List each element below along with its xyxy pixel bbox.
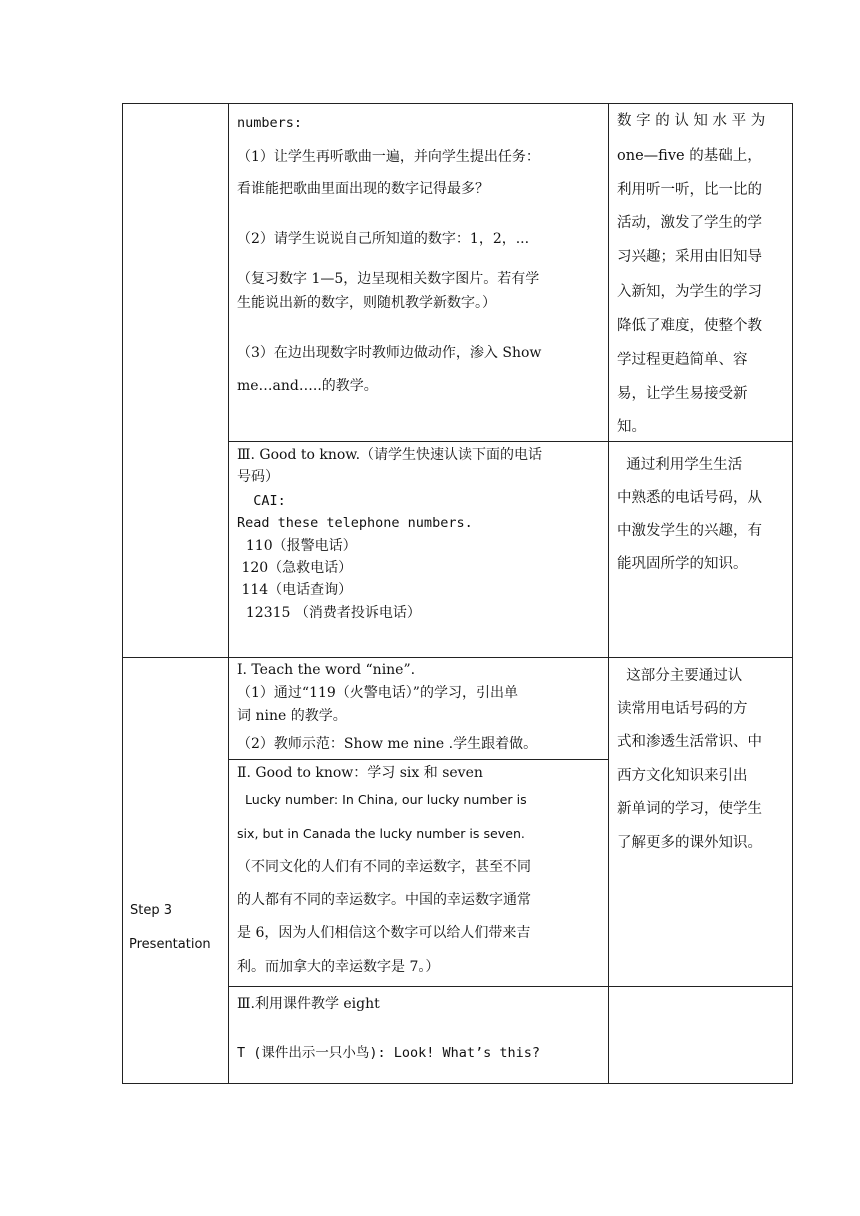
content-line: （不同文化的人们有不同的幸运数字，甚至不同 — [237, 859, 531, 875]
note-line: 中激发学生的兴趣，有 — [617, 523, 762, 539]
note-line: 易，让学生易接受新 — [617, 386, 748, 402]
note-line: 能巩固所学的知识。 — [617, 556, 748, 572]
note-line: 入新知，为学生的学习 — [617, 284, 762, 300]
note-line: one—five 的基础上， — [617, 148, 762, 164]
content-line: six, but in Canada the lucky number is seven. — [237, 826, 525, 841]
row-divider-3 — [228, 759, 608, 760]
content-line: Ⅰ. Teach the word “nine”. — [237, 662, 416, 678]
content-line: Lucky number: In China, our lucky number is — [237, 792, 527, 807]
content-line: CAI: — [237, 493, 286, 509]
content-line: 利。而加拿大的幸运数字是 7。） — [237, 959, 440, 975]
row-divider-4 — [228, 986, 793, 987]
content-line: （1）让学生再听歌曲一遍，并向学生提出任务： — [237, 149, 540, 165]
step-label: Step 3 — [130, 903, 173, 918]
content-line: numbers: — [237, 115, 303, 131]
content-line: 120（急救电话） — [237, 560, 353, 576]
note-line: 习兴趣；采用由旧知导 — [617, 249, 762, 265]
note-line: 利用听一听，比一比的 — [617, 182, 762, 198]
content-line: （2）请学生说说自己所知道的数字：1，2，... — [237, 231, 530, 247]
content-line: （复习数字 1—5，边呈现相关数字图片。若有学 — [237, 271, 540, 287]
content-line: Ⅲ.利用课件教学 eight — [237, 996, 380, 1012]
note-line: 中熟悉的电话号码，从 — [617, 490, 762, 506]
content-line: （3）在边出现数字时教师边做动作，渗入 Show — [237, 345, 542, 361]
content-line: （2）教师示范：Show me nine .学生跟着做。 — [237, 736, 538, 752]
note-line: 这部分主要通过认 — [617, 668, 743, 684]
note-line: 通过利用学生生活 — [617, 457, 743, 473]
content-line: 是 6，因为人们相信这个数字可以给人们带来吉 — [237, 925, 531, 941]
note-line: 式和渗透生活常识、中 — [617, 734, 762, 750]
content-line: （1）通过“119（火警电话）”的学习，引出单 — [237, 685, 518, 701]
content-line: 看谁能把歌曲里面出现的数字记得最多？ — [237, 181, 489, 197]
content-line: T (课件出示一只小鸟): Look! What’s this? — [237, 1045, 541, 1061]
note-line: 数 字 的 认 知 水 平 为 — [617, 113, 766, 129]
note-line: 知。 — [617, 419, 646, 435]
content-line: Read these telephone numbers. — [237, 515, 473, 531]
step-label-sub: Presentation — [129, 937, 211, 952]
row-divider-2 — [122, 657, 793, 658]
content-line: 114（电话查询） — [237, 582, 353, 598]
note-line: 读常用电话号码的方 — [617, 701, 748, 717]
note-line: 降低了难度，使整个教 — [617, 318, 762, 334]
note-line: 新单词的学习，使学生 — [617, 801, 762, 817]
content-line: 110（报警电话） — [237, 538, 357, 554]
row-divider-1 — [228, 441, 793, 442]
note-line: 西方文化知识来引出 — [617, 768, 748, 784]
note-line: 活动，激发了学生的学 — [617, 215, 762, 231]
col-divider-2 — [608, 103, 609, 1084]
content-line: Ⅱ. Good to know：学习 six 和 seven — [237, 765, 483, 781]
content-line: 词 nine 的教学。 — [237, 708, 347, 724]
note-line: 了解更多的课外知识。 — [617, 835, 762, 851]
content-line: Ⅲ. Good to know.（请学生快速认读下面的电话 — [237, 447, 543, 463]
content-line: 的人都有不同的幸运数字。中国的幸运数字通常 — [237, 892, 531, 908]
content-line: 生能说出新的数字，则随机教学新数字。） — [237, 295, 496, 311]
col-divider-1 — [228, 103, 229, 1084]
content-line: 12315 （消费者投诉电话） — [237, 605, 421, 621]
content-line: 号码） — [237, 469, 279, 485]
content-line: me…and…..的教学。 — [237, 378, 378, 394]
note-line: 学过程更趋简单、容 — [617, 352, 748, 368]
